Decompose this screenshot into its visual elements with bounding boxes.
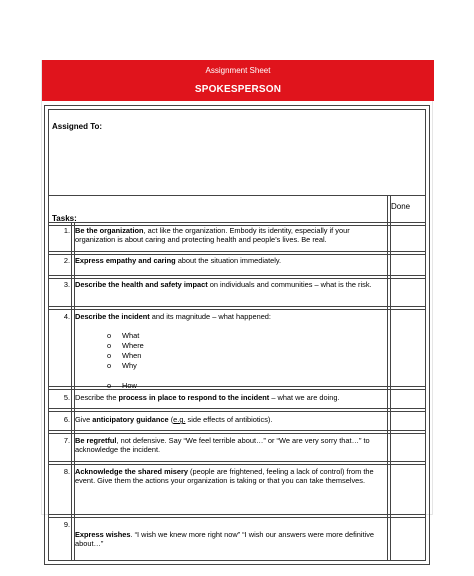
task-number: 9. bbox=[63, 520, 70, 529]
row-divider bbox=[49, 433, 425, 434]
banner-subtitle: Assignment Sheet bbox=[205, 66, 271, 75]
form-outer-border bbox=[44, 105, 430, 565]
row-divider bbox=[49, 251, 425, 252]
task-number: 8. bbox=[63, 467, 70, 476]
task-number: 7. bbox=[63, 436, 70, 445]
done-column-divider bbox=[387, 195, 388, 560]
task-number: 3. bbox=[63, 280, 70, 289]
row-divider bbox=[49, 389, 425, 390]
task-text: Be the organization, act like the organization. Embody its identity, especially if your organization is about caring and protecting health and people’s lives. Be real. bbox=[75, 226, 350, 245]
task-text: Give anticipatory guidance (e.g. side effects of antibiotics). bbox=[75, 415, 273, 424]
task-number: 5. bbox=[63, 393, 70, 402]
number-column-divider bbox=[74, 222, 75, 560]
row-divider bbox=[49, 464, 425, 465]
assignment-sheet bbox=[41, 60, 433, 549]
tasks-label: Tasks: bbox=[52, 214, 77, 223]
task-text: Acknowledge the shared misery (people are frightened, feeling a lack of control) from the event. Give them the actions your organization is taking or that you can take themselves. bbox=[75, 467, 374, 486]
task-text: Describe the process in place to respond to the incident – what we are doing. bbox=[75, 393, 340, 402]
banner-title: SPOKESPERSON bbox=[194, 84, 282, 95]
task-text: Express empathy and caring about the situation immediately. bbox=[75, 256, 282, 265]
assigned-to-label: Assigned To: bbox=[52, 122, 103, 131]
row-divider bbox=[49, 278, 425, 279]
row-divider bbox=[49, 222, 425, 223]
row-divider bbox=[49, 275, 425, 276]
row-divider bbox=[49, 517, 425, 518]
row-divider bbox=[49, 386, 425, 387]
task-number: 1. bbox=[63, 226, 70, 235]
task-text: Express wishes. “I wish we knew more right now” “I wish our answers were more definitive about…” bbox=[75, 530, 375, 549]
done-column-divider bbox=[390, 195, 391, 560]
task-text: Be regretful, not defensive. Say “We feel terrible about…” or “We are very sorry that…” to acknowledge the incident. bbox=[75, 436, 370, 455]
task-number: 6. bbox=[63, 415, 70, 424]
task-text: Describe the health and safety impact on individuals and communities – what is the risk. bbox=[75, 280, 372, 289]
row-divider bbox=[49, 461, 425, 462]
row-divider bbox=[49, 309, 425, 310]
task-number: 4. bbox=[63, 312, 70, 321]
row-divider bbox=[49, 306, 425, 307]
row-divider bbox=[49, 408, 425, 409]
row-divider bbox=[49, 514, 425, 515]
header-banner bbox=[42, 60, 434, 101]
row-divider bbox=[49, 254, 425, 255]
task-number: 2. bbox=[63, 256, 70, 265]
number-column-divider bbox=[71, 222, 72, 560]
task-text: Describe the incident and its magnitude – what happened: bbox=[75, 312, 271, 321]
form-table: Assigned To: Tasks: Done 1. Be the organization, act like the organization. Embody its identity, especially if your organization is about caring and protecting health and people’s lives. Be real. 2. Express empathy and caring about the situation immediately. 3. Describe the health and safety impact on individuals and communities – what is the risk. 4. Describe the incident and its magnitude – what happened: o What o Where o When o Why o How 5. Describe the process in place to respond to the incident – what we are doing. 6. Give anticipatory guidance (e.g. side effects of antibiotics). 7. Be regretful, not defensive. Say “We feel terrible about…” or “We are very sorry that…” to acknowledge the incident. 8. Acknowledge the shared misery (people are frightened, feeling a lack of control) from the event. Give them the actions your organization is taking or that you can take themselves. 9. Express wishes. “I wish we knew more right now” “I wish our answers were more definitive about…” bbox=[48, 109, 426, 561]
row-divider bbox=[49, 411, 425, 412]
row-divider bbox=[49, 430, 425, 431]
assigned-divider bbox=[49, 195, 425, 196]
done-column-header: Done bbox=[391, 202, 411, 211]
